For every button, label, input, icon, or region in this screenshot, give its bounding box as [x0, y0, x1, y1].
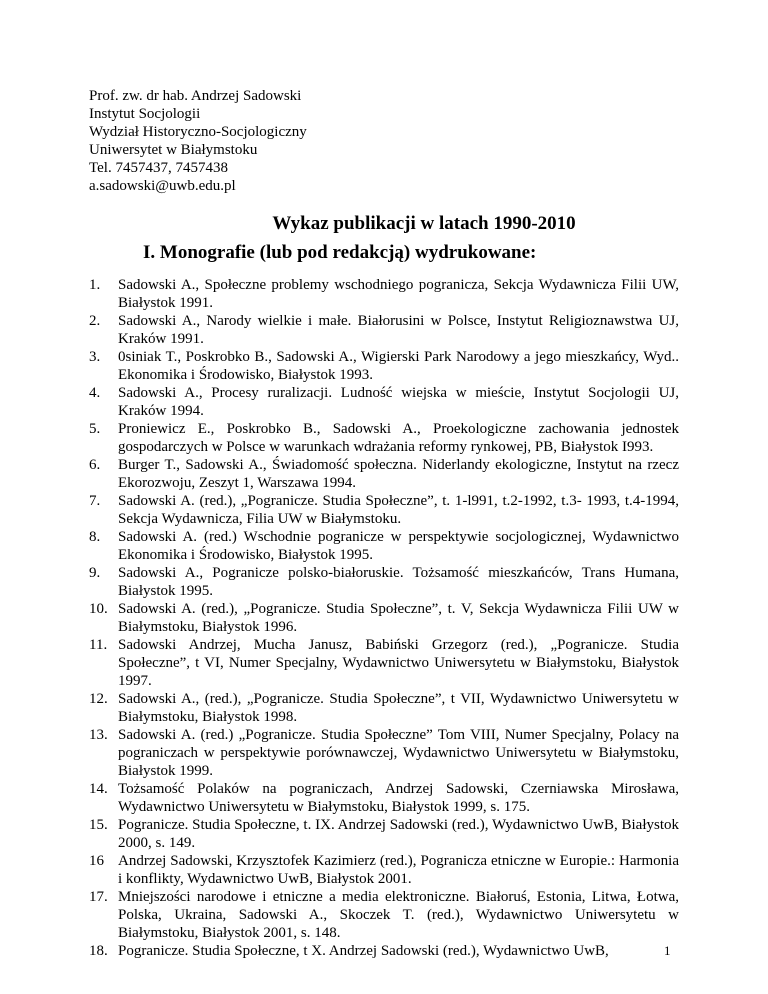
- publication-number: 4.: [89, 385, 101, 401]
- publication-item: [89, 420, 679, 456]
- publication-number: 7.: [89, 493, 101, 509]
- publication-number: 10.: [89, 601, 108, 617]
- publication-text: Burger T., Sadowski A., Świadomość społeczna. Niderlandy ekologiczne, Instytut na rzecz Ekorozwoju, Zeszyt 1, Warszawa 1994.: [118, 457, 679, 491]
- publication-text: Sadowski A. (red.) „Pogranicze. Studia Społeczne” Tom VIII, Numer Specjalny, Polacy na pograniczach w perspektywie porównawczej, Wydawnictwo Uniwersytetu w Białymstoku, Białystok 1999.: [118, 727, 679, 779]
- faculty-name: Wydział Historyczno-Socjologiczny: [89, 124, 307, 140]
- publication-number: 8.: [89, 529, 101, 545]
- publication-item: [89, 888, 679, 942]
- publication-text: Tożsamość Polaków na pograniczach, Andrzej Sadowski, Czerniawska Mirosława, Wydawnictwo Uniwersytetu w Białymstoku, Białystok 1999, s. 175.: [118, 781, 679, 815]
- publication-number: 6.: [89, 457, 101, 473]
- publication-number: 5.: [89, 421, 101, 437]
- author-contact-block: [89, 87, 609, 195]
- page-number: 1: [664, 943, 671, 958]
- publication-item: [89, 492, 679, 528]
- publication-number: 18.: [89, 943, 108, 959]
- publication-text: Sadowski A., Pogranicze polsko-białoruskie. Tożsamość mieszkańców, Trans Humana, Białystok 1995.: [118, 565, 679, 599]
- publication-text: Sadowski A. (red.), „Pogranicze. Studia Społeczne”, t. 1-l991, t.2-1992, t.3- 1993, t.4-1994, Sekcja Wydawnicza, Filia UW w Białymstoku.: [118, 493, 679, 527]
- publication-number: 11.: [89, 637, 108, 653]
- publication-item: [89, 816, 679, 852]
- publication-number: 16: [89, 853, 104, 869]
- university-name: Uniwersytet w Białymstoku: [89, 142, 258, 158]
- publication-item: [89, 726, 679, 780]
- publication-number: 13.: [89, 727, 108, 743]
- publication-number: 1.: [89, 277, 101, 293]
- document-title: [0, 212, 768, 236]
- publication-item: [89, 528, 679, 564]
- email-address: a.sadowski@uwb.edu.pl: [89, 178, 236, 194]
- publication-number: 17.: [89, 889, 108, 905]
- publication-text: Pogranicze. Studia Społeczne, t X. Andrzej Sadowski (red.), Wydawnictwo UwB,: [118, 943, 609, 959]
- publication-item: [89, 276, 679, 312]
- phone-numbers: Tel. 7457437, 7457438: [89, 160, 228, 176]
- publication-text: Sadowski A., Procesy ruralizacji. Ludność wiejska w mieście, Instytut Socjologii UJ, Kraków 1994.: [118, 385, 679, 419]
- author-name: Prof. zw. dr hab. Andrzej Sadowski: [89, 88, 302, 104]
- publication-text: Sadowski A. (red.), „Pogranicze. Studia Społeczne”, t. V, Sekcja Wydawnicza Filii UW w Białymstoku, Białystok 1996.: [118, 601, 679, 635]
- publication-text: Sadowski A., (red.), „Pogranicze. Studia Społeczne”, t VII, Wydawnictwo Uniwersytetu w Białymstoku, Białystok 1998.: [118, 691, 679, 725]
- publication-number: 2.: [89, 313, 101, 329]
- document-title-text: Wykaz publikacji w latach 1990-2010: [272, 213, 576, 234]
- publication-text: Sadowski Andrzej, Mucha Janusz, Babiński Grzegorz (red.), „Pogranicze. Studia Społeczne”, t VI, Numer Specjalny, Wydawnictwo Uniwersytetu w Białymstoku, Białystok 1997.: [118, 637, 679, 689]
- section-heading: I. Monografie (lub pod redakcją) wydrukowane:: [143, 242, 537, 263]
- publication-item: [89, 456, 679, 492]
- publication-text: Andrzej Sadowski, Krzysztofek Kazimierz (red.), Pogranicza etniczne w Europie.: Harmonia i konflikty, Wydawnictwo UwB, Białystok 2001.: [118, 853, 679, 887]
- publication-text: Mniejszości narodowe i etniczne a media elektroniczne. Białoruś, Estonia, Litwa, Łotwa, Polska, Ukraina, Sadowski A., Skoczek T. (red.), Wydawnictwo Uniwersytetu w Białymstoku, Białystok 2001, s. 148.: [118, 889, 679, 941]
- publication-item: [89, 600, 679, 636]
- publication-text: Pogranicze. Studia Społeczne, t. IX. Andrzej Sadowski (red.), Wydawnictwo UwB, Białystok 2000, s. 149.: [118, 817, 679, 851]
- publication-item: [89, 942, 679, 960]
- publication-item: [89, 852, 679, 888]
- publication-text: Sadowski A., Narody wielkie i małe. Białorusini w Polsce, Instytut Religioznawstwa UJ, Kraków 1991.: [118, 313, 679, 347]
- publication-item: [89, 312, 679, 348]
- publication-text: Proniewicz E., Poskrobko B., Sadowski A., Proekologiczne zachowania jednostek gospodarczych w Polsce w warunkach wdrażania reformy rynkowej, PB, Białystok I993.: [118, 421, 679, 455]
- publication-number: 12.: [89, 691, 108, 707]
- publication-item: [89, 780, 679, 816]
- publication-item: [89, 384, 679, 420]
- institute-name: Instytut Socjologii: [89, 106, 201, 122]
- publication-item: [89, 348, 679, 384]
- publication-list: [89, 276, 679, 960]
- publication-item: [89, 636, 679, 690]
- publication-number: 15.: [89, 817, 108, 833]
- publication-item: [89, 690, 679, 726]
- publication-number: 14.: [89, 781, 108, 797]
- publication-text: 0siniak T., Poskrobko B., Sadowski A., Wigierski Park Narodowy a jego mieszkańcy, Wyd.. Ekonomika i Środowisko, Białystok 1993.: [118, 349, 679, 383]
- publication-item: [89, 564, 679, 600]
- publication-number: 9.: [89, 565, 101, 581]
- publication-text: Sadowski A., Społeczne problemy wschodniego pogranicza, Sekcja Wydawnicza Filii UW, Białystok 1991.: [118, 277, 679, 311]
- publication-text: Sadowski A. (red.) Wschodnie pogranicze w perspektywie socjologicznej, Wydawnictwo Ekonomika i Środowisko, Białystok 1995.: [118, 529, 679, 563]
- publication-number: 3.: [89, 349, 101, 365]
